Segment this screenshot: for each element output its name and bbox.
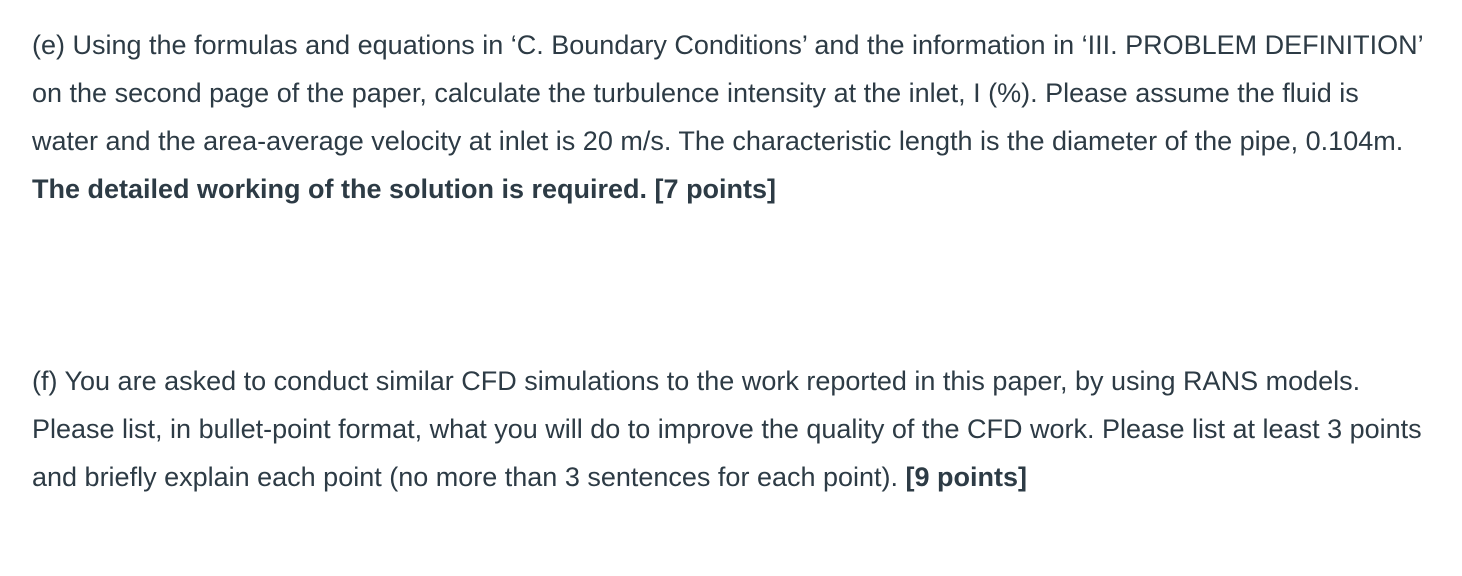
question-e (32, 21, 1432, 213)
question-e-text: (e) Using the formulas and equations in ‘C. Boundary Conditions’ and the information in ‘III. PROBLEM DEFINITION’ on the second page of the paper, calculate the turbulence intensity at the inlet, I (%). Please assume the fluid is water and the area-average velocity at inlet is 20 m/s. The characteristic length is the diameter of the pipe, 0.104m. (32, 30, 1423, 156)
question-f-text: (f) You are asked to conduct similar CFD simulations to the work reported in this paper, by using RANS models. Please list, in bullet-point format, what you will do to improve the quality of the CFD work. Please list at least 3 points and briefly explain each point (no more than 3 sentences for each point). (32, 366, 1422, 492)
question-f-points: [9 points] (905, 462, 1028, 492)
question-e-requirement: The detailed working of the solution is required. [7 points] (32, 174, 777, 204)
question-f (32, 357, 1432, 501)
